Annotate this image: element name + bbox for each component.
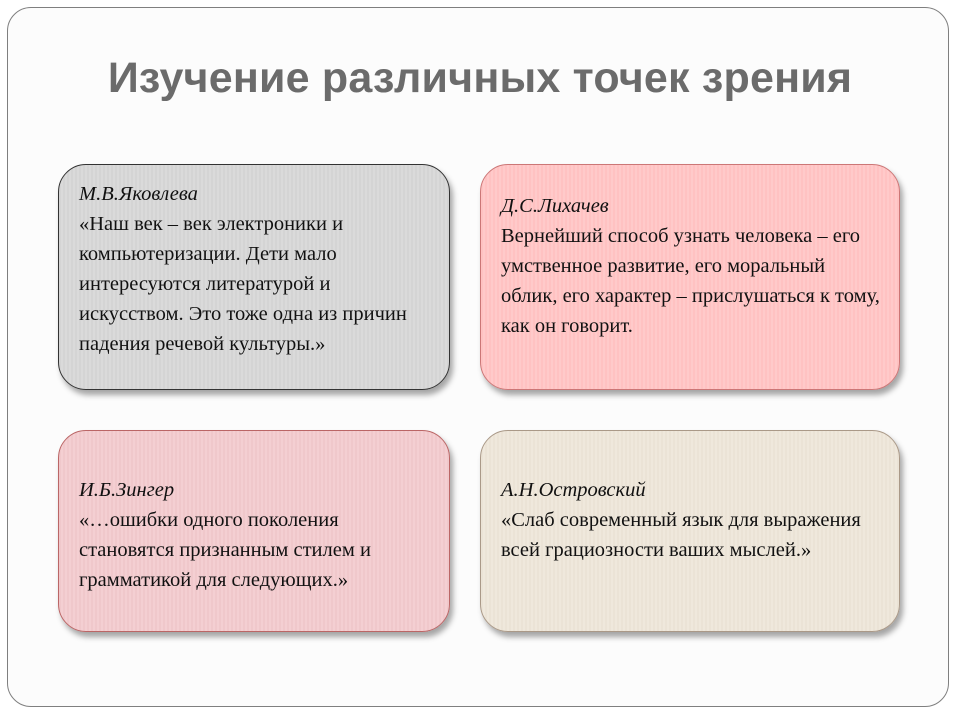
quote-text: «Слаб современный язык для выражения всей грациозности ваших мыслей.» <box>501 509 861 561</box>
quote-text: «…ошибки одного поколения становятся признанным стилем и грамматикой для следующих.» <box>79 509 371 591</box>
quote-card-zinger <box>58 430 450 632</box>
quote-author: М.В.Яковлева <box>79 183 198 205</box>
quote-card-ostrovsky <box>480 430 900 632</box>
quote-text: «Наш век – век электроники и компьютеризации. Дети мало интересуются литературой и искусством. Это тоже одна из причин падения речевой культуры.» <box>79 213 407 355</box>
quote-author: И.Б.Зингер <box>79 479 175 501</box>
quote-author: А.Н.Островский <box>501 479 646 501</box>
slide-title: Изучение различных точек зрения <box>107 54 853 102</box>
quote-author: Д.С.Лихачев <box>501 195 609 217</box>
quote-card-yakovleva <box>58 164 450 390</box>
quote-text: Вернейший способ узнать человека – его умственное развитие, его моральный облик, его характер – прислушаться к тому, как он говорит. <box>501 225 880 337</box>
quote-card-likhachev <box>480 164 900 390</box>
